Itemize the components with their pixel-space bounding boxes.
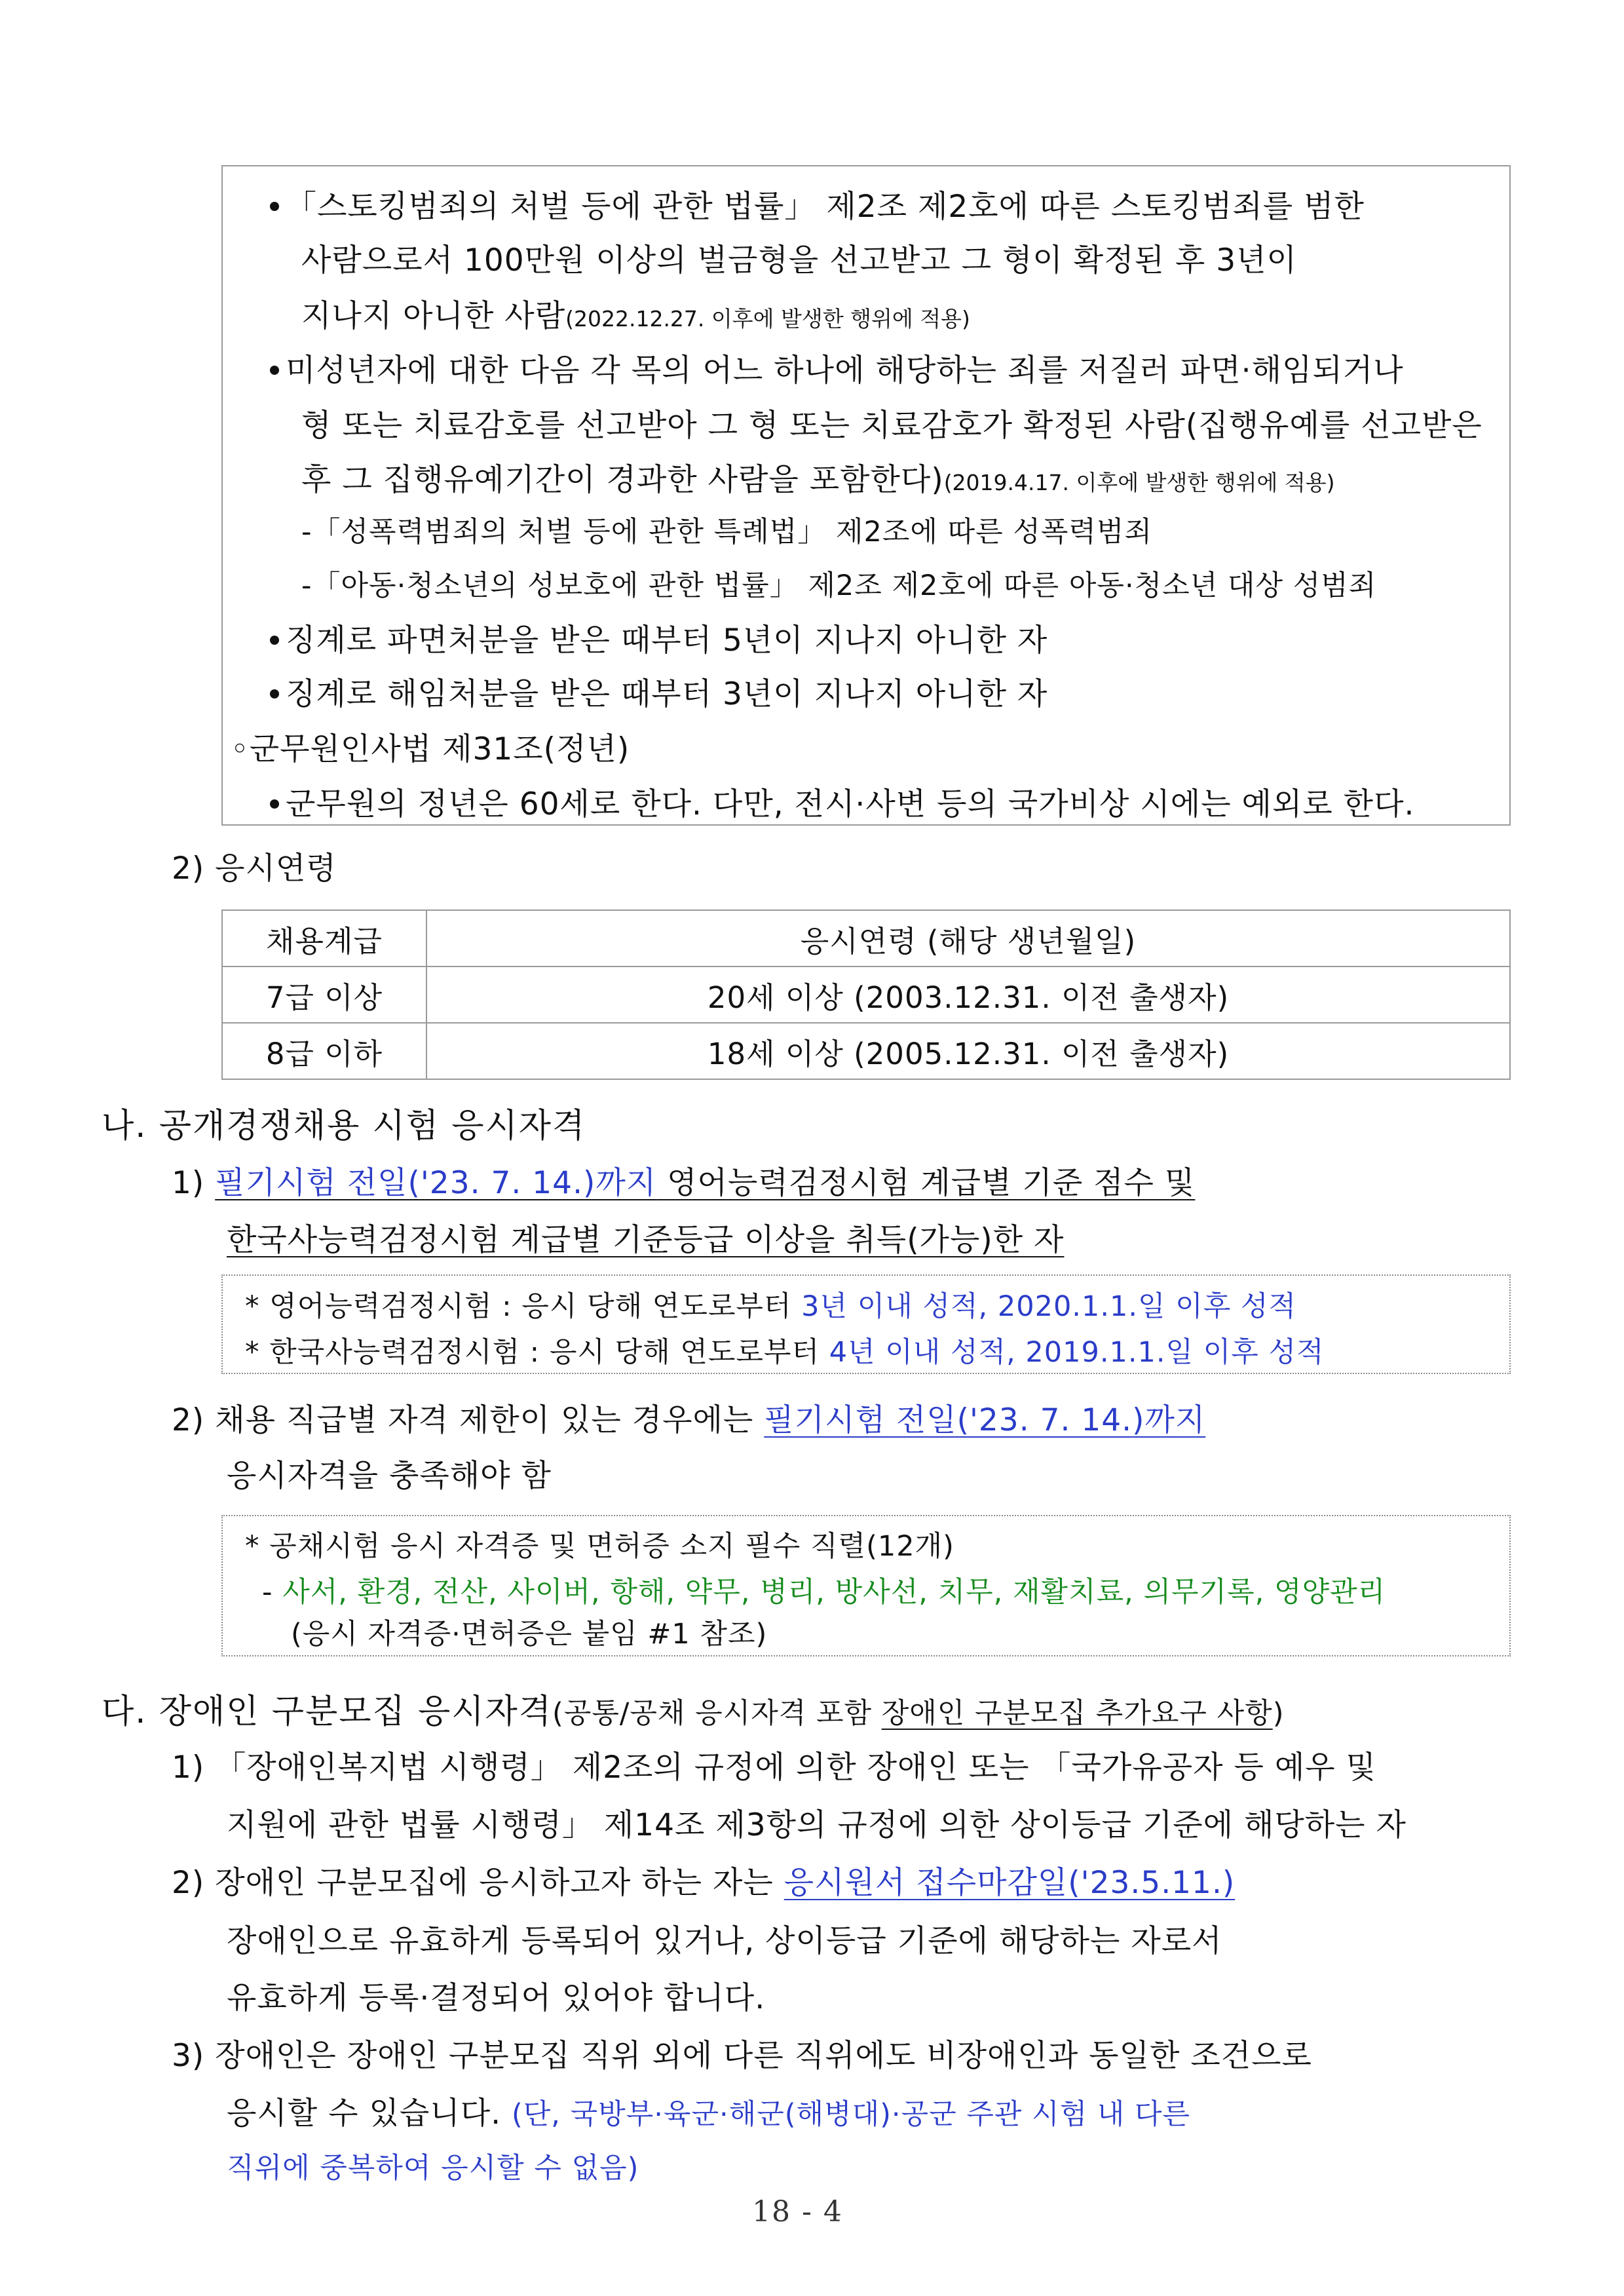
table-header-row: [222, 910, 1510, 966]
da-item3-line3: 직위에 중복하여 응시할 수 없음): [227, 2152, 639, 2185]
da-item2-line2: 장애인으로 유효하게 등록되어 있거나, 상이등급 기준에 해당하는 자로서: [227, 1923, 1222, 1959]
bullet-minor-line1: 미성년자에 대한 다음 각 목의 어느 하나에 해당하는 죄를 저질러 파면·해임되거나: [270, 346, 1404, 390]
na-item1-line2: 한국사능력검정시험 계급별 기준등급 이상을 취득(가능)한 자: [227, 1222, 1065, 1258]
bullet-minor-line2: 형 또는 치료감호를 선고받아 그 형 또는 치료감호가 확정된 사람(집행유예를 선고받은: [301, 408, 1482, 444]
na-item1-line1: 1) 필기시험 전일('23. 7. 14.)까지 영어능력검정시험 계급별 기준 점수 및: [172, 1165, 1196, 1201]
da-item2-line3: 유효하게 등록·결정되어 있어야 합니다.: [227, 1980, 766, 2016]
page-number: 18 - 4: [752, 2195, 843, 2229]
table-cell: 7급 이상: [222, 966, 426, 1023]
table-header-cell: 응시연령 (해당 생년월일): [426, 910, 1510, 966]
table-cell: 18세 이상 (2005.12.31. 이전 출생자): [426, 1023, 1510, 1079]
bullet-stalking-line2: 사람으로서 100만원 이상의 벌금형을 선고받고 그 형이 확정된 후 3년이: [301, 242, 1297, 278]
table-row: [222, 1023, 1510, 1079]
da-item2-line1: 2) 장애인 구분모집에 응시하고자 하는 자는 응시원서 접수마감일('23.5.11.): [172, 1865, 1236, 1901]
section-da-title: 다. 장애인 구분모집 응시자격(공통/공채 응시자격 포함 장애인 구분모집 추가요구 사항): [102, 1693, 1285, 1731]
table-cell: 8급 이하: [222, 1023, 426, 1079]
bullet-stalking-line3: 지나지 아니한 사람(2022.12.27. 이후에 발생한 행위에 적용): [301, 298, 970, 334]
table-row: [222, 966, 1510, 1023]
section-na-title: 나. 공개경쟁채용 시험 응시자격: [102, 1107, 586, 1145]
na-item2-line1: 2) 채용 직급별 자격 제한이 있는 경우에는 필기시험 전일('23. 7. 14.)까지: [172, 1402, 1206, 1438]
korean-history-note: * 한국사능력검정시험 : 응시 당해 연도로부터 4년 이내 성적, 2019.1.1.일 이후 성적: [245, 1336, 1325, 1369]
bullet-stalking-line1: 「스토킹범죄의 처벌 등에 관한 법률」 제2조 제2호에 따른 스토킹범죄를 범한: [270, 182, 1365, 226]
retirement-heading: ◦군무원인사법 제31조(정년): [231, 731, 630, 767]
da-item3-line1: 3) 장애인은 장애인 구분모집 직위 외에 다른 직위에도 비장애인과 동일한 조건으로: [172, 2038, 1312, 2074]
bullet-minor-line3: 후 그 집행유예기간이 경과한 사람을 포함한다)(2019.4.17. 이후에 발생한 행위에 적용): [301, 462, 1335, 498]
na-item2-line2: 응시자격을 충족해야 함: [227, 1458, 552, 1494]
bullet-dismissal: 징계로 파면처분을 받은 때부터 5년이 지나지 아니한 자: [270, 616, 1048, 660]
age-table: [221, 909, 1511, 1080]
bullet-icon: [270, 202, 279, 211]
license-note-line1: * 공채시험 응시 자격증 및 면허증 소지 필수 직렬(12개): [245, 1530, 954, 1563]
english-test-note: * 영어능력검정시험 : 응시 당해 연도로부터 3년 이내 성적, 2020.1.1.일 이후 성적: [245, 1290, 1297, 1323]
license-note-line2: - 사서, 환경, 전산, 사이버, 항해, 약무, 병리, 방사선, 치무, 재활치료, 의무기록, 영양관리: [262, 1576, 1386, 1609]
age-section-title: 2) 응시연령: [172, 851, 337, 887]
sub-item-child-protection: -「아동·청소년의 성보호에 관한 법률」 제2조 제2호에 따른 아동·청소년 대상 성범죄: [301, 569, 1377, 602]
table-cell: 20세 이상 (2003.12.31. 이전 출생자): [426, 966, 1510, 1023]
license-note-line3: (응시 자격증·면허증은 붙임 #1 참조): [291, 1618, 768, 1651]
bullet-removal: 징계로 해임처분을 받은 때부터 3년이 지나지 아니한 자: [270, 670, 1048, 714]
da-item1-line1: 1) 「장애인복지법 시행령」 제2조의 규정에 의한 장애인 또는 「국가유공자 등 예우 및: [172, 1750, 1376, 1786]
bullet-retirement: 군무원의 정년은 60세로 한다. 다만, 전시·사변 등의 국가비상 시에는 예외로 한다.: [270, 780, 1414, 824]
table-header-cell: 채용계급: [222, 910, 426, 966]
da-item1-line2: 지원에 관한 법률 시행령」 제14조 제3항의 규정에 의한 상이등급 기준에 해당하는 자: [227, 1807, 1407, 1843]
bullet-icon: [270, 636, 279, 645]
da-item3-line2: 응시할 수 있습니다. (단, 국방부·육군·해군(해병대)·공군 주관 시험 내 다른: [227, 2095, 1191, 2132]
bullet-icon: [270, 689, 279, 698]
sub-item-sexual-violence: -「성폭력범죄의 처벌 등에 관한 특례법」 제2조에 따른 성폭력범죄: [301, 516, 1153, 548]
application-deadline: 응시원서 접수마감일('23.5.11.): [784, 1865, 1236, 1901]
written-exam-deadline: 필기시험 전일('23. 7. 14.)까지: [764, 1402, 1206, 1438]
bullet-icon: [270, 366, 279, 375]
written-exam-deadline: 필기시험 전일('23. 7. 14.)까지: [215, 1165, 657, 1201]
bullet-icon: [270, 799, 279, 809]
